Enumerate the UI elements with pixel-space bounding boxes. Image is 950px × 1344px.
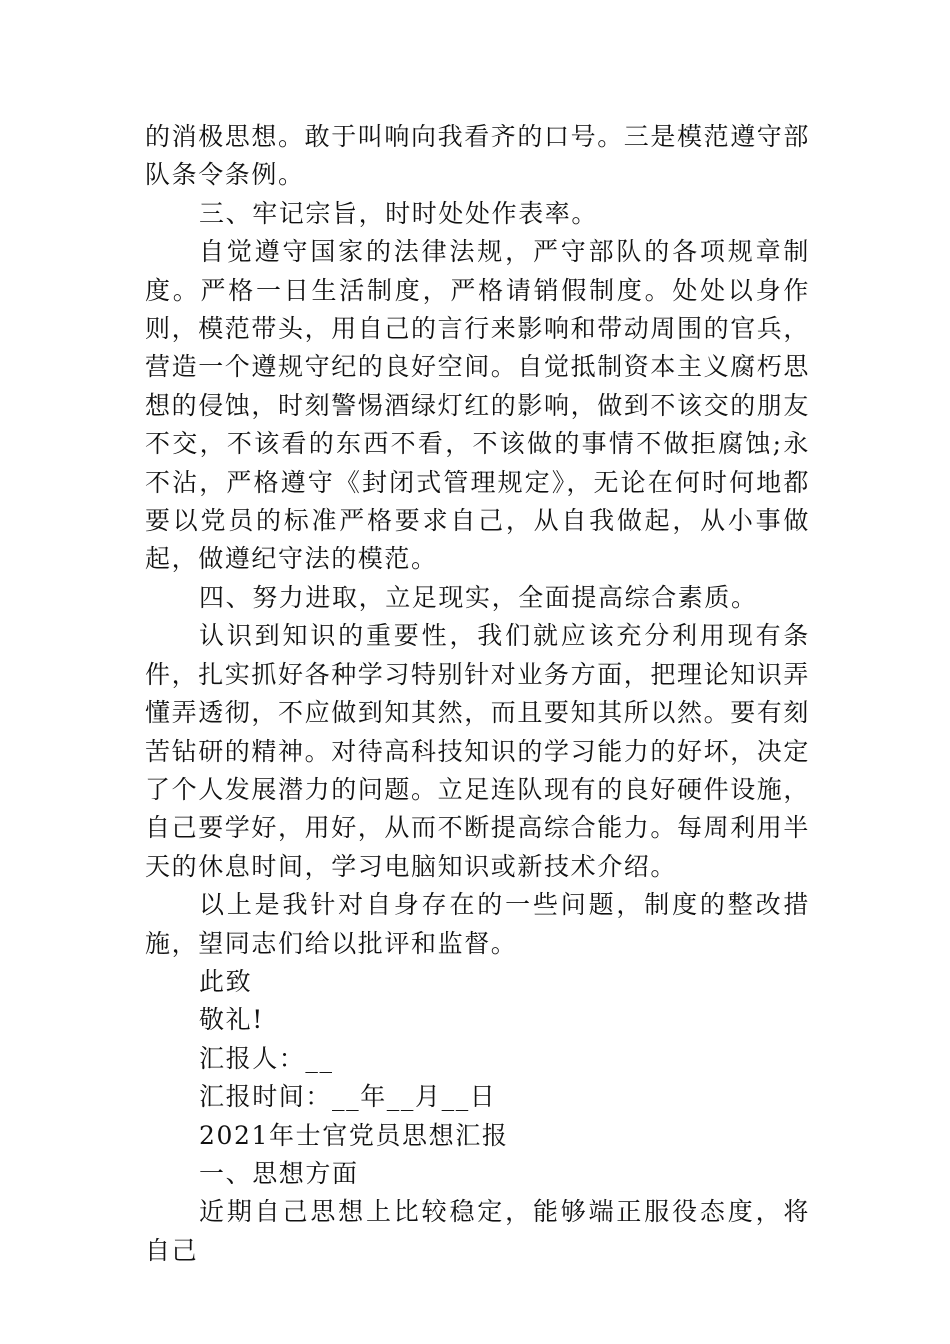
document-body xyxy=(145,118,810,1270)
paragraph-continued: 的消极思想。敢于叫响向我看齐的口号。三是模范遵守部队条令条例。 xyxy=(145,122,811,190)
paragraph-conclusion: 以上是我针对自身存在的一些问题，制度的整改措施，望同志们给以批评和监督。 xyxy=(145,890,810,958)
closing-salutation-2: 敬礼! xyxy=(199,1005,264,1035)
reporter-line: 汇报人：__ xyxy=(199,1043,334,1073)
next-section-heading: 一、思想方面 xyxy=(199,1158,359,1188)
paragraph-discipline: 自觉遵守国家的法律法规，严守部队的各项规章制度。严格一日生活制度，严格请销假制度。处处以身作则，模范带头，用自己的言行来影响和带动周围的官兵，营造一个遵规守纪的良好空间。自觉抵制资本主义腐朽思想的侵蚀，时刻警惕酒绿灯红的影响，做到不该交的朋友不交，不该看的东西不看，不该做的事情不做拒腐蚀;永不沾，严格遵守《封闭式管理规定》，无论在何时何地都要以党员的标准严格要求自己，从自我做起，从小事做起，做遵纪守法的模范。 xyxy=(145,237,811,574)
section-heading-4: 四、努力进取，立足现实，全面提高综合素质。 xyxy=(199,582,758,612)
paragraph-study: 认识到知识的重要性，我们就应该充分利用现有条件，扎实抓好各种学习特别针对业务方面，把理论知识弄懂弄透彻，不应做到知其然，而且要知其所以然。要有刻苦钻研的精神。对待高科技知识的学习能力的好坏，决定了个人发展潜力的问题。立足连队现有的良好硬件设施，自己要学好，用好，从而不断提高综合能力。每周利用半天的休息时间，学习电脑知识或新技术介绍。 xyxy=(145,621,811,881)
next-report-title: 2021年士官党员思想汇报 xyxy=(199,1120,509,1150)
report-time-line: 汇报时间：__年__月__日 xyxy=(199,1082,497,1112)
section-heading-3: 三、牢记宗旨，时时处处作表率。 xyxy=(199,198,599,228)
next-paragraph-start: 近期自己思想上比较稳定，能够端正服役态度，将自己 xyxy=(145,1197,810,1265)
closing-salutation-1: 此致 xyxy=(199,966,253,996)
